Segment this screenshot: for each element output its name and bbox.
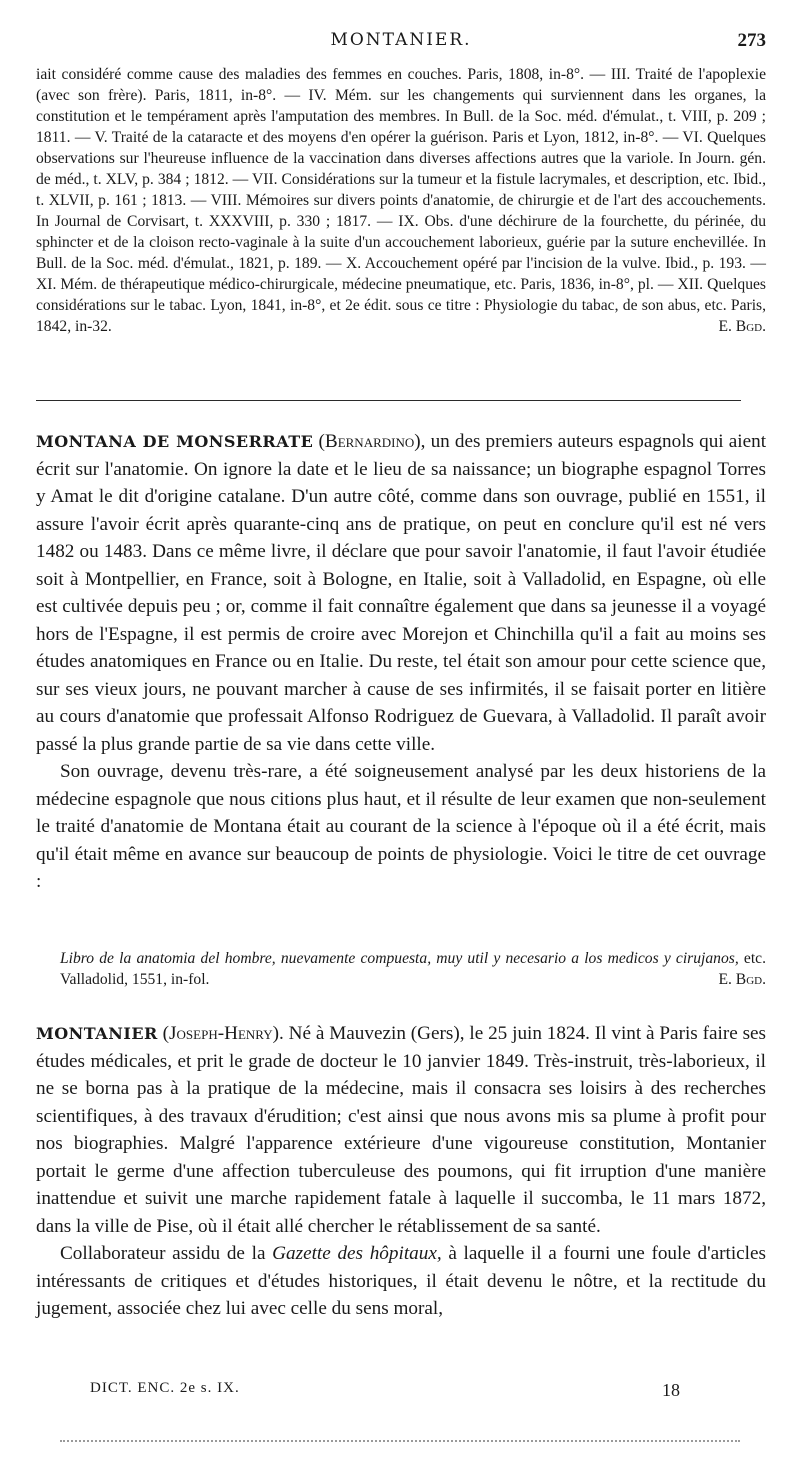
entry-text: à laquelle il a fourni une foule d'articles intéressants de critiques et d'études historiques, il était devenu le nôtre, et la rectitude du jugement, associée chez lui avec celle du sens moral, [36, 1243, 767, 1319]
page-number: 273 [737, 30, 766, 51]
entry-montana [36, 428, 766, 896]
bibliography-list: iait considéré comme cause des maladies des femmes en couches. Paris, 1808, in-8°. — III. Traité de l'apoplexie (avec son frère). Paris, 1811, in-8°. — IV. Mém. sur les changements qui surviennent dans les organes, la constitution et le tempérament après l'amputation des membres. In Bull. de la Soc. méd. d'émulat., t. VIII, p. 209 ; 1811. — V. Traité de la cataracte et des moyens d'en opérer la guérison. Paris et Lyon, 1812, in-8°. — VI. Quelques observations sur l'heureuse influence de la vaccination dans diverses affections autres que la variole. In Journ. gén. de méd., t. XLV, p. 384 ; 1812. — VII. Considérations sur la tumeur et la fistule lacrymales, et description, etc. Ibid., t. XLVII, p. 161 ; 1813. — VIII. Mémoires sur divers points d'anatomie, de chirurgie et de l'art des accouchements. In Journal de Corvisart, t. XXXVIII, p. 330 ; 1817. — IX. Obs. d'une déchirure de la fourchette, du périnée, du sphincter et de la cloison recto-vaginale à la suite d'un accouchement laborieux, guérie par la suture enchevillée. In Bull. de la Soc. méd. d'émulat., 1821, p. 189. — X. Accouchement opéré par l'incision de la vulve. Ibid., p. 193. — XI. Mém. de thérapeutique médico-chirurgicale, médecine pneumatique, etc. Paris, 1836, in-8°, pl. — XII. Quelques considérations sur le tabac. Lyon, 1841, in-8°, et 2e édit. sous ce titre : Physiologie du tabac, de son abus, etc. Paris, 1842, in-32. [36, 66, 766, 335]
entry-divider [36, 400, 741, 401]
journal-title: Gazette des hôpitaux, [272, 1243, 442, 1264]
citation-text [60, 948, 766, 990]
citation-title: Libro de la anatomia del hombre, nuevamente compuesta, muy util y necesario a los medicos y cirujanos, [60, 950, 739, 967]
entry-person-name: (Bernardino), [318, 431, 426, 452]
citation-details: etc. Valladolid, 1551, in-fol. [60, 950, 766, 988]
entry-text: Collaborateur assidu de la [60, 1243, 266, 1264]
entry-citation [36, 948, 766, 990]
entry-person-name: (Joseph-Henry). [162, 1023, 284, 1044]
entry-headword: MONTANIER [36, 1024, 158, 1043]
entry-paragraph [36, 1240, 766, 1323]
entry-montanier [36, 1020, 766, 1323]
running-title: MONTANIER. [330, 30, 472, 50]
author-signature: E. Bgd. [718, 318, 766, 335]
entry-text: Son ouvrage, devenu très-rare, a été soigneusement analysé par les deux historiens de la médecine espagnole que nous citions plus haut, et il résulte de leur examen que non-seulement le traité d'anatomie de Montana était au courant de la science à l'époque où il a été écrit, mais qu'il était même en avance sur beaucoup de points de physiologie. Voici le titre de cet ouvrage : [36, 761, 766, 892]
bottom-dotted-rule [60, 1440, 740, 1442]
running-head [36, 30, 766, 54]
author-signature: E. Bgd. [718, 971, 766, 988]
page-footer [90, 1380, 680, 1406]
bibliography-text [36, 64, 766, 337]
entry-headword: MONTANA DE MONSERRATE [36, 432, 314, 451]
signature-mark: DICT. ENC. 2e s. IX. [90, 1380, 240, 1396]
sheet-number: 18 [662, 1380, 680, 1400]
entry-text: un des premiers auteurs espagnols qui aient écrit sur l'anatomie. On ignore la date et le lieu de sa naissance; un biographe espagnol Torres y Amat le dit d'origine catalane. D'un autre côté, comme dans son ouvrage, publié en 1551, il assure l'avoir écrit après quarante-cinq ans de pratique, on peut en conclure qu'il est né vers 1482 ou 1483. Dans ce même livre, il déclare que pour savoir l'anatomie, il faut l'avoir étudiée soit à Montpellier, en France, soit à Bologne, en Italie, soit à Valladolid, en Espagne, où elle est cultivée depuis peu ; or, comme il fait connaître également que dans sa jeunesse il a voyagé hors de l'Espagne, il est permis de croire avec Morejon et Chinchilla qu'il a fait au moins ses études anatomiques en France ou en Italie. Du reste, tel était son amour pour cette science que, sur ses vieux jours, ne pouvant marcher à cause de ses infirmités, il se faisait porter en litière au cours d'anatomie que professait Alfonso Rodriguez de Guevara, à Valladolid. Il paraît avoir passé la plus grande partie de sa vie dans cette ville. [36, 431, 767, 755]
entry-text: Né à Mauvezin (Gers), le 25 juin 1824. Il vint à Paris faire ses études médicales, et prit le grade de docteur le 10 janvier 1849. Très-instruit, très-laborieux, il ne se borna pas à la pratique de la médecine, mais il consacra ses loisirs à des recherches scientifiques, à des travaux d'érudition; c'est ainsi que nous avons mis sa plume à profit pour nos biographies. Malgré l'apparence extérieure d'une vigoureuse constitution, Montanier portait le germe d'une affection tuberculeuse des poumons, qui fit irruption d'une manière inattendue et suivit une marche rapidement fatale à laquelle il succomba, le 11 mars 1872, dans la ville de Pise, où il était allé chercher le rétablissement de sa santé. [36, 1023, 767, 1237]
entry-paragraph [36, 428, 766, 758]
previous-entry-bibliography [36, 64, 766, 337]
entry-paragraph [36, 758, 766, 896]
entry-paragraph [36, 1020, 766, 1240]
